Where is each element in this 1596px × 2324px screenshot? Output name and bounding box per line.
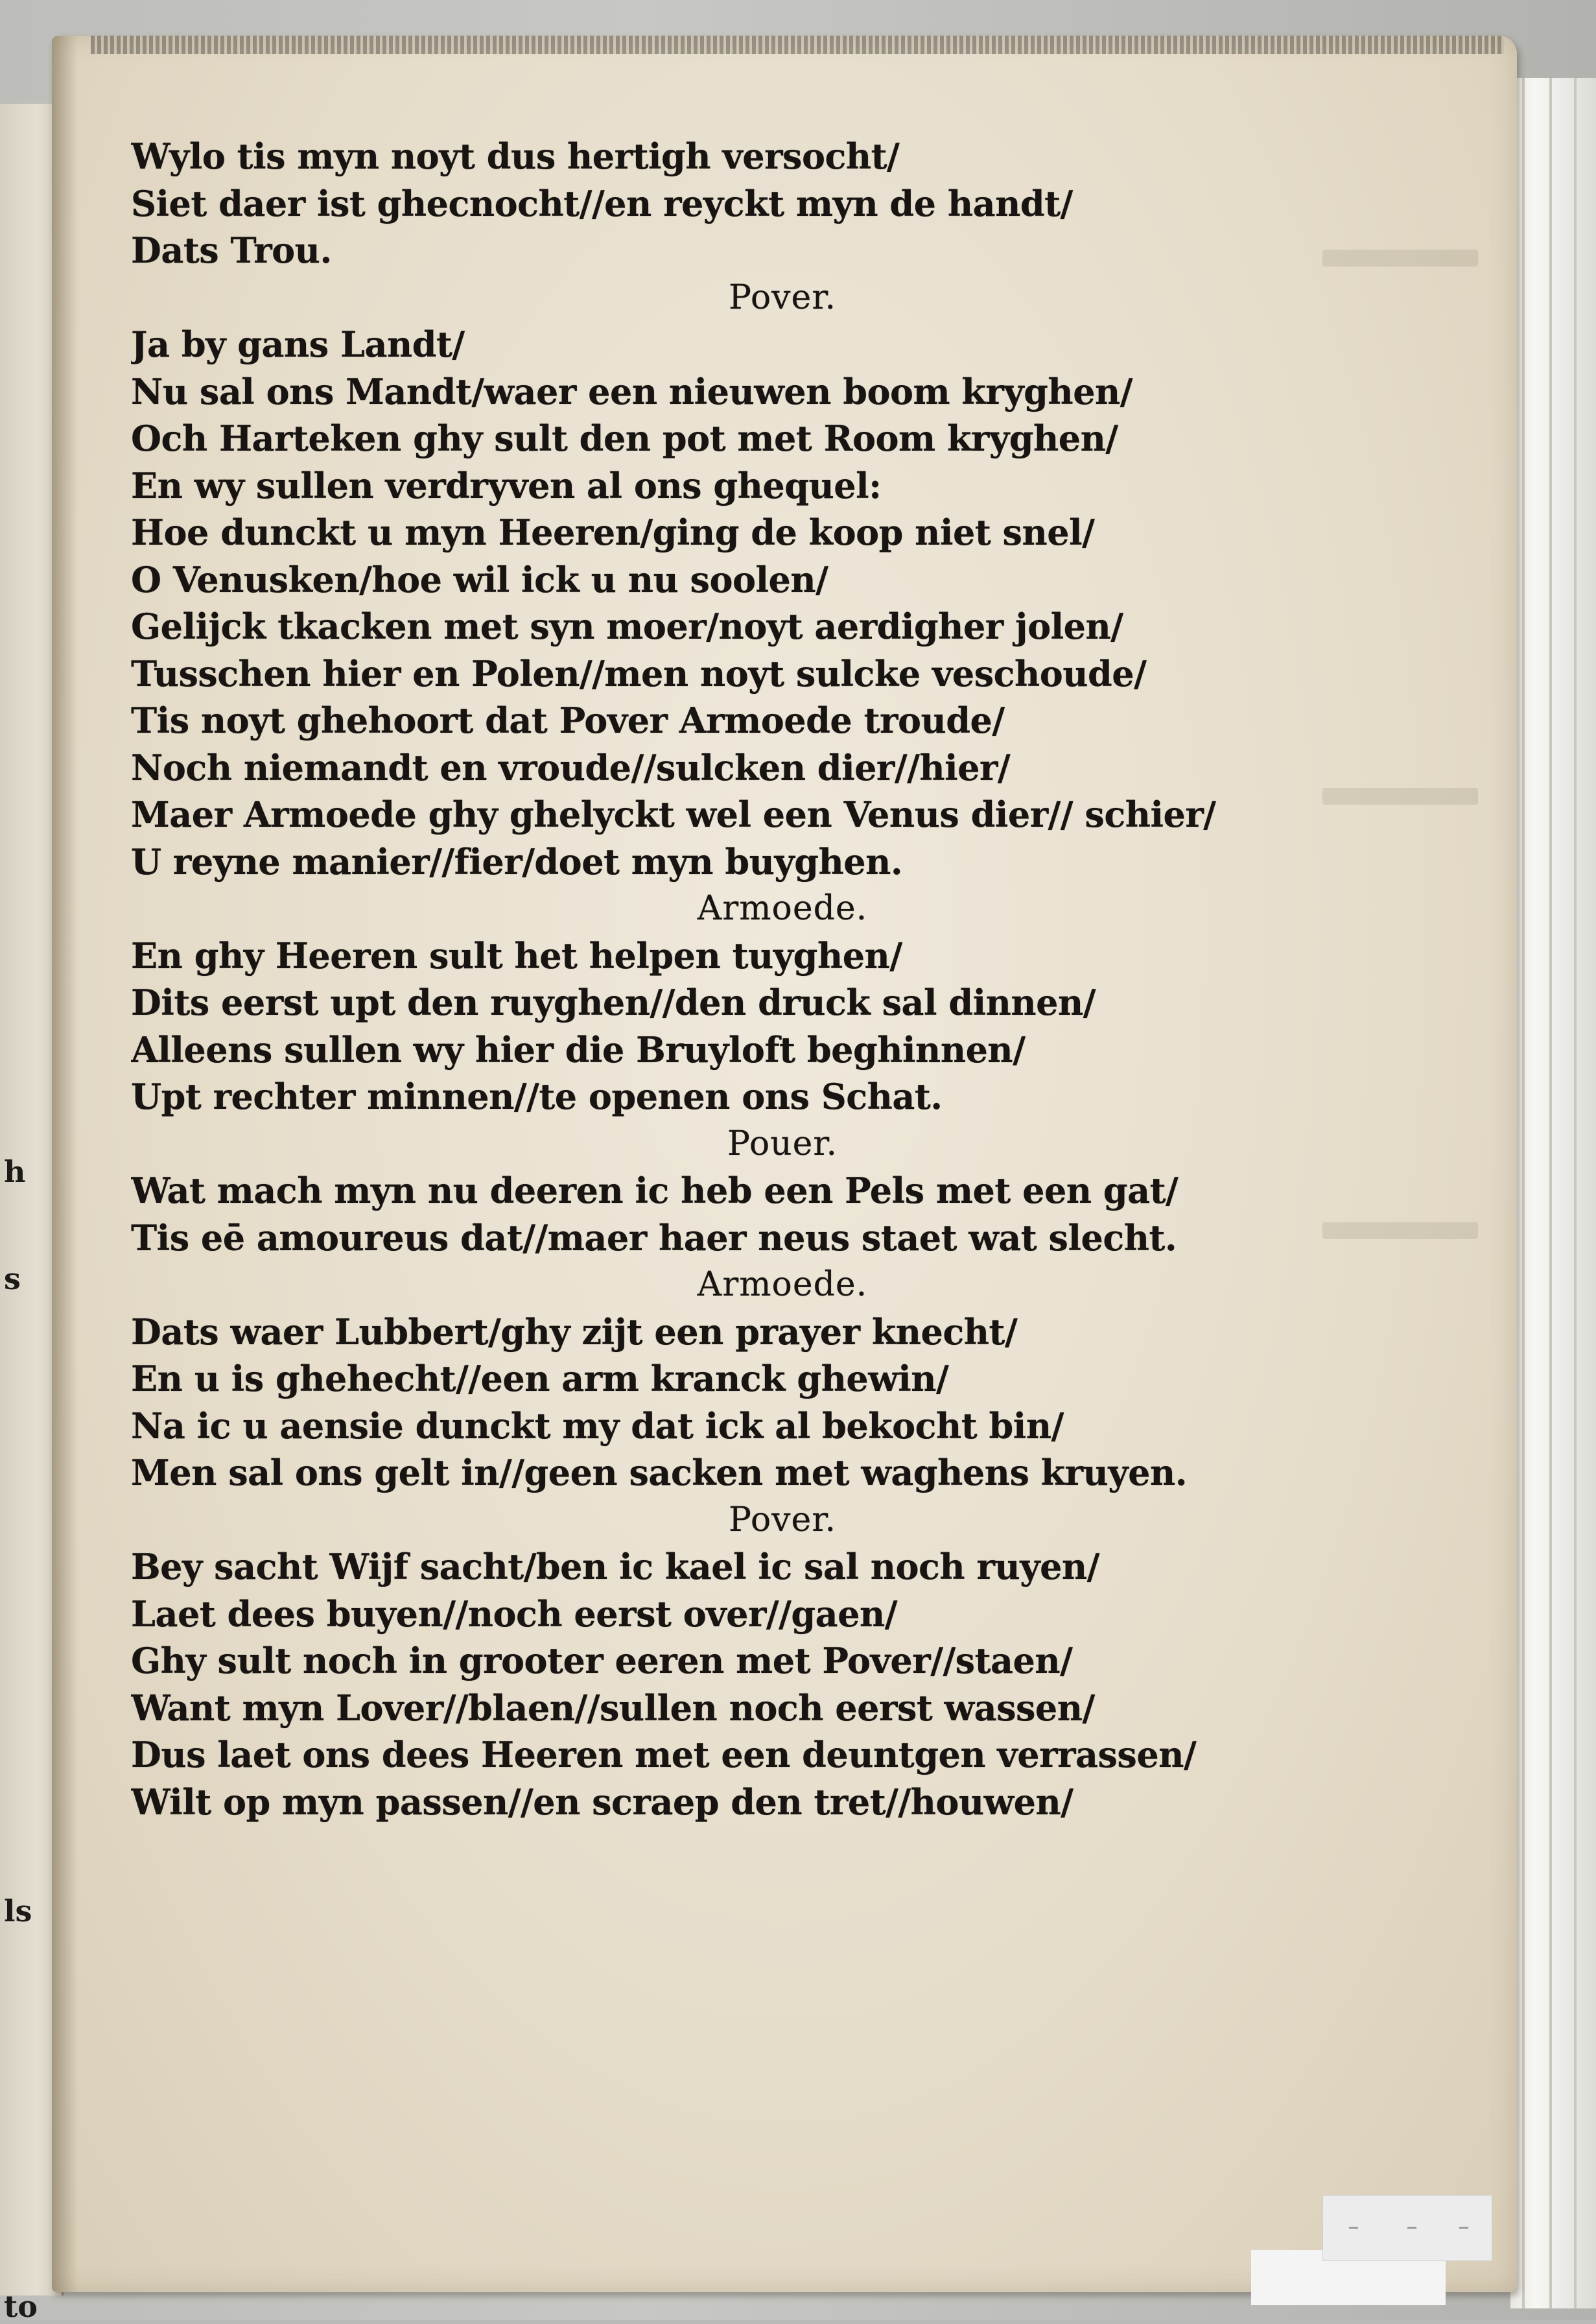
verse-line: Tis noyt ghehoort dat Pover Armoede troude/ xyxy=(131,700,1005,741)
verse-line: Alleens sullen wy hier die Bruyloft beghinnen/ xyxy=(131,1028,1026,1071)
verse-line: Wat mach myn nu deeren ic heb een Pels met een gat/ xyxy=(131,1170,1179,1211)
verse-line: Ja by gans Landt/ xyxy=(131,324,465,365)
page-gutter-shadow xyxy=(52,36,78,2292)
facing-page-letter: to xyxy=(4,2289,38,2324)
speaker-heading: Pover. xyxy=(728,1500,836,1539)
verse-line: O Venusken/hoe wil ick u nu soolen/ xyxy=(131,558,828,600)
bleed-through-top-strip xyxy=(91,36,1504,54)
verse-line: Nu sal ons Mandt/waer een nieuwen boom kryghen/ xyxy=(131,370,1133,412)
verse-line: Tusschen hier en Polen//men noyt sulcke veschoude/ xyxy=(131,652,1147,694)
verse-line: Siet daer ist ghecnocht//en reyckt myn de handt/ xyxy=(131,182,1073,224)
verse-line: Ghy sult noch in grooter eeren met Pover//staen/ xyxy=(131,1640,1073,1681)
verse-line: En ghy Heeren sult het helpen tuyghen/ xyxy=(131,934,902,977)
verse-line: Na ic u aensie dunckt my dat ick al bekocht bin/ xyxy=(131,1405,1064,1447)
facing-page-letter: h xyxy=(4,1154,26,1189)
verse-line: Dits eerst upt den ruyghen//den druck sal dinnen/ xyxy=(131,982,1096,1023)
verse-line: Men sal ons gelt in//geen sacken met waghens kruyen. xyxy=(131,1452,1188,1493)
verse-line: Bey sacht Wijf sacht/ben ic kael ic sal noch ruyen/ xyxy=(131,1546,1099,1587)
verse-line: Upt rechter minnen//te openen ons Schat. xyxy=(131,1076,943,1117)
verse-line: Gelijck tkacken met syn moer/noyt aerdigher jolen/ xyxy=(131,606,1123,647)
verse-line: U reyne manier//fier/doet myn buyghen. xyxy=(131,840,903,883)
speaker-heading: Pouer. xyxy=(727,1124,838,1163)
speaker-heading: Armoede. xyxy=(697,1265,868,1304)
verse-line: En u is ghehecht//een arm kranck ghewin/ xyxy=(131,1358,949,1399)
speaker-heading: Armoede. xyxy=(697,889,868,928)
verse-line: Noch niemandt en vroude//sulcken dier//hier/ xyxy=(131,746,1011,788)
verse-line: Dats waer Lubbert/ghy zijt een prayer knecht/ xyxy=(131,1310,1018,1353)
paper-scrap xyxy=(1322,2195,1492,2261)
verse-line: Wilt op myn passen//en scraep den tret//houwen/ xyxy=(131,1781,1074,1823)
verse-line: Hoe dunckt u myn Heeren/ging de koop niet snel/ xyxy=(131,512,1095,553)
verse-line: Och Harteken ghy sult den pot met Room kryghen/ xyxy=(131,418,1118,459)
verse-line: En wy sullen verdryven al ons ghequel: xyxy=(131,464,882,506)
book-page xyxy=(52,36,1517,2292)
verse-line: Dus laet ons dees Heeren met een deuntgen verrassen/ xyxy=(131,1734,1197,1775)
verse-line: Want myn Lover//blaen//sullen noch eerst wassen/ xyxy=(131,1687,1095,1729)
verse-line: Wylo tis myn noyt dus hertigh versocht/ xyxy=(131,136,900,177)
verse-line: Maer Armoede ghy ghelyckt wel een Venus dier// schier/ xyxy=(131,794,1216,835)
verse-line: Tis eē amoureus dat//maer haer neus staet wat slecht. xyxy=(131,1216,1177,1259)
facing-page-letter: ls xyxy=(4,1893,32,1928)
book-fore-edge xyxy=(1510,78,1596,2308)
page-text xyxy=(131,133,1505,1825)
verse-line: Laet dees buyen//noch eerst over//gaen/ xyxy=(131,1593,897,1635)
facing-page-letter: s xyxy=(4,1261,21,1296)
speaker-heading: Pover. xyxy=(728,278,836,317)
verse-line: Dats Trou. xyxy=(131,230,332,271)
